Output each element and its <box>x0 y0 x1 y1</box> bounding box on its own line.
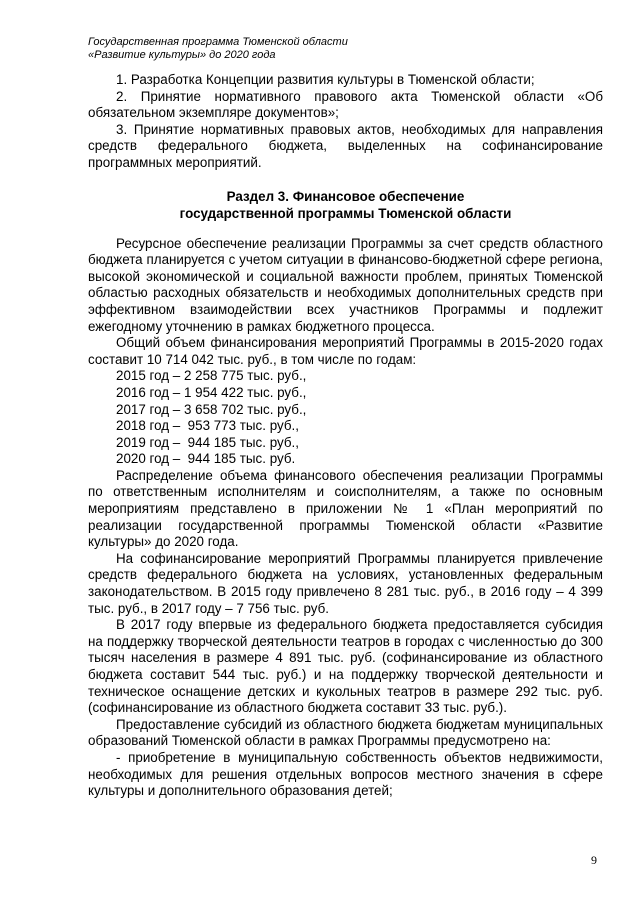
year-item: 2015 год – 2 258 775 тыс. руб., <box>116 368 307 384</box>
paragraph-subsidy-2017: В 2017 году впервые из федерального бюджета предоставляется субсидия на поддержку творческой деятельности театров в городах с численностью до 300 тысяч населения в размере 4 891 тыс. руб. (софинансирование из областного бюджета составит 544 тыс. руб.) и на поддержку творческой деятельности и техническое оснащение детских и кукольных театров в размере 292 тыс. руб. (софинансирование из областного бюджета составит 33 тыс. руб.). <box>88 617 603 716</box>
section-title-line-1: Раздел 3. Финансовое обеспечение <box>226 188 465 204</box>
paragraph-cofinance: На софинансирование мероприятий Программы планируется привлечение средств федерального бюджета на условиях, установленных федеральным законодательством. В 2015 году привлечено 8 281 тыс. руб., в 2016 году – 4 399 тыс. руб., в 2017 году – 7 756 тыс. руб. <box>88 550 603 616</box>
year-list <box>88 368 603 468</box>
year-item: 2018 год – 953 773 тыс. руб., <box>116 418 299 434</box>
year-item: 2016 год – 1 954 422 тыс. руб., <box>116 384 307 400</box>
paragraph-distribution: Распределение объема финансового обеспечения реализации Программы по ответственным исполнителям и соисполнителям, а также по основным мероприятиям представлено в приложении № 1 «План мероприятий по реализации государственной программы Тюменской области «Развитие культуры» до 2020 года. <box>88 467 603 550</box>
section-title-line-2: государственной программы Тюменской области <box>179 205 512 221</box>
document-body <box>88 72 603 800</box>
year-item: 2017 год – 3 658 702 тыс. руб., <box>116 401 307 417</box>
page-number: 9 <box>591 853 597 867</box>
running-header <box>88 36 348 62</box>
year-item: 2020 год – 944 185 тыс. руб. <box>116 451 296 467</box>
intro-item-3: 3. Принятие нормативных правовых актов, необходимых для направления средств федерального бюджета, выделенных на софинансирование программных мероприятий. <box>88 121 603 170</box>
intro-item-1: 1. Разработка Концепции развития культуры в Тюменской области; <box>116 72 535 87</box>
paragraph-resource: Ресурсное обеспечение реализации Программы за счет средств областного бюджета планируется с учетом ситуации в финансово-бюджетной сфере региона, высокой экономической и социальной важности проблем, принятых Тюменской областью расходных обязательств и необходимых дополнительных средств при эффективном взаимодействии всех участников Программы и подлежит ежегодному уточнению в рамках бюджетного процесса. <box>88 235 603 334</box>
section-heading <box>88 188 603 222</box>
intro-item-2: 2. Принятие нормативного правового акта Тюменской области «Об обязательном экземпляре документов»; <box>88 88 603 121</box>
paragraph-acquisition: - приобретение в муниципальную собственность объектов недвижимости, необходимых для решения отдельных вопросов местного значения в сфере культуры и дополнительного образования детей; <box>88 749 603 799</box>
year-item: 2019 год – 944 185 тыс. руб., <box>116 434 299 450</box>
header-line-1: Государственная программа Тюменской области <box>88 36 348 48</box>
header-line-2: «Развитие культуры» до 2020 года <box>88 49 276 61</box>
paragraph-subsidies-municipal: Предоставление субсидий из областного бюджета бюджетам муниципальных образований Тюменской области в рамках Программы предусмотрено на: <box>88 716 603 749</box>
paragraph-total: Общий объем финансирования мероприятий Программы в 2015-2020 годах составит 10 714 042 тыс. руб., в том числе по годам: <box>88 335 603 367</box>
